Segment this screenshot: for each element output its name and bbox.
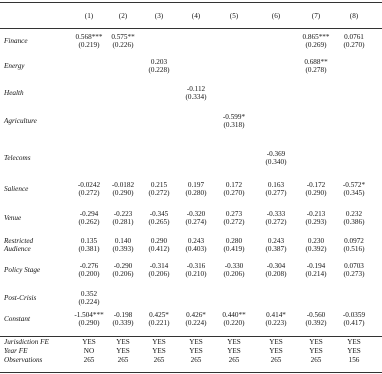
coefficient-cell: -0.198 — [113, 311, 133, 319]
std-error-cell: (0.224) — [185, 319, 207, 327]
column-header: (5) — [229, 12, 239, 20]
coefficient-cell: 0.426* — [186, 311, 206, 319]
std-error-cell: (0.273) — [343, 270, 365, 278]
std-error-cell: (0.262) — [78, 218, 100, 226]
row-label: Telecoms — [4, 154, 31, 162]
footer-cell: 265 — [270, 356, 282, 364]
coefficient-cell: -0.0242 — [77, 181, 101, 189]
row-label: Restricted Audience — [4, 237, 34, 253]
coefficient-cell: -0.304 — [266, 262, 286, 270]
footer-cell: YES — [82, 338, 96, 346]
footer-cell: YES — [152, 347, 166, 355]
std-error-cell: (0.393) — [112, 245, 134, 253]
coefficient-cell: -0.560 — [306, 311, 326, 319]
footer-cell: YES — [152, 338, 166, 346]
coefficient-cell: 0.440** — [222, 311, 246, 319]
std-error-cell: (0.386) — [343, 218, 365, 226]
footer-label: Jurisdiction FE — [4, 338, 49, 346]
std-error-cell: (0.290) — [305, 189, 327, 197]
coefficient-cell: -0.0182 — [111, 181, 135, 189]
coefficient-cell: 0.280 — [225, 237, 243, 245]
std-error-cell: (0.219) — [78, 41, 100, 49]
row-label: Post-Crisis — [4, 294, 37, 302]
column-header: (6) — [271, 12, 281, 20]
std-error-cell: (0.200) — [78, 270, 100, 278]
coefficient-cell: -0.320 — [186, 210, 206, 218]
coefficient-cell: 0.568*** — [75, 33, 103, 41]
column-header: (8) — [349, 12, 359, 20]
top-rule — [0, 2, 382, 3]
coefficient-cell: -0.194 — [306, 262, 326, 270]
std-error-cell: (0.278) — [305, 66, 327, 74]
row-label: Energy — [4, 62, 25, 70]
footer-cell: 265 — [190, 356, 202, 364]
coefficient-cell: 0.215 — [150, 181, 168, 189]
std-error-cell: (0.392) — [305, 319, 327, 327]
footer-rule — [0, 336, 382, 337]
header-rule — [0, 28, 382, 29]
std-error-cell: (0.228) — [148, 66, 170, 74]
footer-label: Observations — [4, 356, 43, 364]
footer-cell: 265 — [83, 356, 95, 364]
coefficient-cell: -0.112 — [186, 85, 206, 93]
std-error-cell: (0.281) — [112, 218, 134, 226]
std-error-cell: (0.272) — [265, 218, 287, 226]
std-error-cell: (0.417) — [343, 319, 365, 327]
std-error-cell: (0.280) — [185, 189, 207, 197]
footer-cell: YES — [309, 338, 323, 346]
std-error-cell: (0.224) — [78, 298, 100, 306]
std-error-cell: (0.345) — [343, 189, 365, 197]
coefficient-cell: 0.865*** — [302, 33, 330, 41]
column-header: (1) — [84, 12, 94, 20]
coefficient-cell: -0.572* — [342, 181, 366, 189]
footer-cell: YES — [116, 347, 130, 355]
coefficient-cell: -0.330 — [224, 262, 244, 270]
footer-cell: 265 — [310, 356, 322, 364]
std-error-cell: (0.290) — [112, 189, 134, 197]
coefficient-cell: 0.140 — [114, 237, 132, 245]
coefficient-cell: 0.230 — [307, 237, 325, 245]
std-error-cell: (0.516) — [343, 245, 365, 253]
std-error-cell: (0.265) — [148, 218, 170, 226]
coefficient-cell: 0.414* — [266, 311, 286, 319]
std-error-cell: (0.419) — [223, 245, 245, 253]
footer-cell: 265 — [117, 356, 129, 364]
std-error-cell: (0.334) — [185, 93, 207, 101]
std-error-cell: (0.272) — [78, 189, 100, 197]
coefficient-cell: 0.243 — [187, 237, 205, 245]
coefficient-cell: -0.345 — [149, 210, 169, 218]
footer-cell: YES — [347, 338, 361, 346]
row-label: Health — [4, 89, 24, 97]
coefficient-cell: -0.290 — [113, 262, 133, 270]
coefficient-cell: -0.599* — [222, 113, 246, 121]
coefficient-cell: 0.273 — [225, 210, 243, 218]
coefficient-cell: 0.163 — [267, 181, 285, 189]
coefficient-cell: 0.197 — [187, 181, 205, 189]
coefficient-cell: -0.276 — [79, 262, 99, 270]
footer-cell: YES — [116, 338, 130, 346]
footer-cell: 265 — [153, 356, 165, 364]
footer-cell: NO — [83, 347, 95, 355]
coefficient-cell: -0.213 — [306, 210, 326, 218]
std-error-cell: (0.340) — [265, 158, 287, 166]
coefficient-cell: 0.688** — [304, 58, 328, 66]
coefficient-cell: 0.425* — [149, 311, 169, 319]
std-error-cell: (0.206) — [112, 270, 134, 278]
coefficient-cell: -0.223 — [113, 210, 133, 218]
coefficient-cell: -0.369 — [266, 150, 286, 158]
footer-cell: YES — [189, 347, 203, 355]
std-error-cell: (0.270) — [343, 41, 365, 49]
coefficient-cell: -0.172 — [306, 181, 326, 189]
row-label: Venue — [4, 214, 22, 222]
std-error-cell: (0.339) — [112, 319, 134, 327]
std-error-cell: (0.403) — [185, 245, 207, 253]
coefficient-cell: 0.290 — [150, 237, 168, 245]
std-error-cell: (0.272) — [223, 218, 245, 226]
coefficient-cell: 0.352 — [80, 290, 98, 298]
coefficient-cell: 0.203 — [150, 58, 168, 66]
std-error-cell: (0.206) — [223, 270, 245, 278]
row-label: Policy Stage — [4, 266, 41, 274]
coefficient-cell: 0.575** — [111, 33, 135, 41]
column-header: (2) — [118, 12, 128, 20]
coefficient-cell: 0.172 — [225, 181, 243, 189]
std-error-cell: (0.210) — [185, 270, 207, 278]
std-error-cell: (0.387) — [265, 245, 287, 253]
column-header: (3) — [154, 12, 164, 20]
coefficient-cell: -0.294 — [79, 210, 99, 218]
coefficient-cell: -0.0359 — [342, 311, 366, 319]
std-error-cell: (0.270) — [223, 189, 245, 197]
coefficient-cell: -1.504*** — [74, 311, 104, 319]
footer-cell: YES — [189, 338, 203, 346]
row-label: Salience — [4, 185, 29, 193]
column-header: (4) — [191, 12, 201, 20]
std-error-cell: (0.269) — [305, 41, 327, 49]
footer-cell: YES — [269, 347, 283, 355]
footer-cell: YES — [227, 338, 241, 346]
std-error-cell: (0.274) — [185, 218, 207, 226]
coefficient-cell: 0.243 — [267, 237, 285, 245]
std-error-cell: (0.214) — [305, 270, 327, 278]
row-label: Agriculture — [4, 117, 37, 125]
std-error-cell: (0.221) — [148, 319, 170, 327]
row-label: Finance — [4, 37, 28, 45]
std-error-cell: (0.293) — [305, 218, 327, 226]
coefficient-cell: 0.232 — [345, 210, 363, 218]
coefficient-cell: -0.316 — [186, 262, 206, 270]
footer-label: Year FE — [4, 347, 28, 355]
footer-cell: YES — [347, 347, 361, 355]
coefficient-cell: 0.0972 — [344, 237, 364, 245]
std-error-cell: (0.272) — [148, 189, 170, 197]
coefficient-cell: 0.135 — [80, 237, 98, 245]
std-error-cell: (0.220) — [223, 319, 245, 327]
std-error-cell: (0.318) — [223, 121, 245, 129]
std-error-cell: (0.206) — [148, 270, 170, 278]
std-error-cell: (0.226) — [112, 41, 134, 49]
std-error-cell: (0.381) — [78, 245, 100, 253]
bottom-rule — [0, 372, 382, 373]
std-error-cell: (0.208) — [265, 270, 287, 278]
coefficient-cell: -0.333 — [266, 210, 286, 218]
footer-cell: YES — [309, 347, 323, 355]
coefficient-cell: -0.314 — [149, 262, 169, 270]
std-error-cell: (0.277) — [265, 189, 287, 197]
footer-cell: 156 — [348, 356, 360, 364]
row-label: Constant — [4, 315, 30, 323]
std-error-cell: (0.392) — [305, 245, 327, 253]
std-error-cell: (0.223) — [265, 319, 287, 327]
std-error-cell: (0.290) — [78, 319, 100, 327]
footer-cell: YES — [269, 338, 283, 346]
std-error-cell: (0.412) — [148, 245, 170, 253]
footer-cell: 265 — [228, 356, 240, 364]
footer-cell: YES — [227, 347, 241, 355]
column-header: (7) — [311, 12, 321, 20]
coefficient-cell: 0.0761 — [344, 33, 364, 41]
coefficient-cell: 0.0703 — [344, 262, 364, 270]
